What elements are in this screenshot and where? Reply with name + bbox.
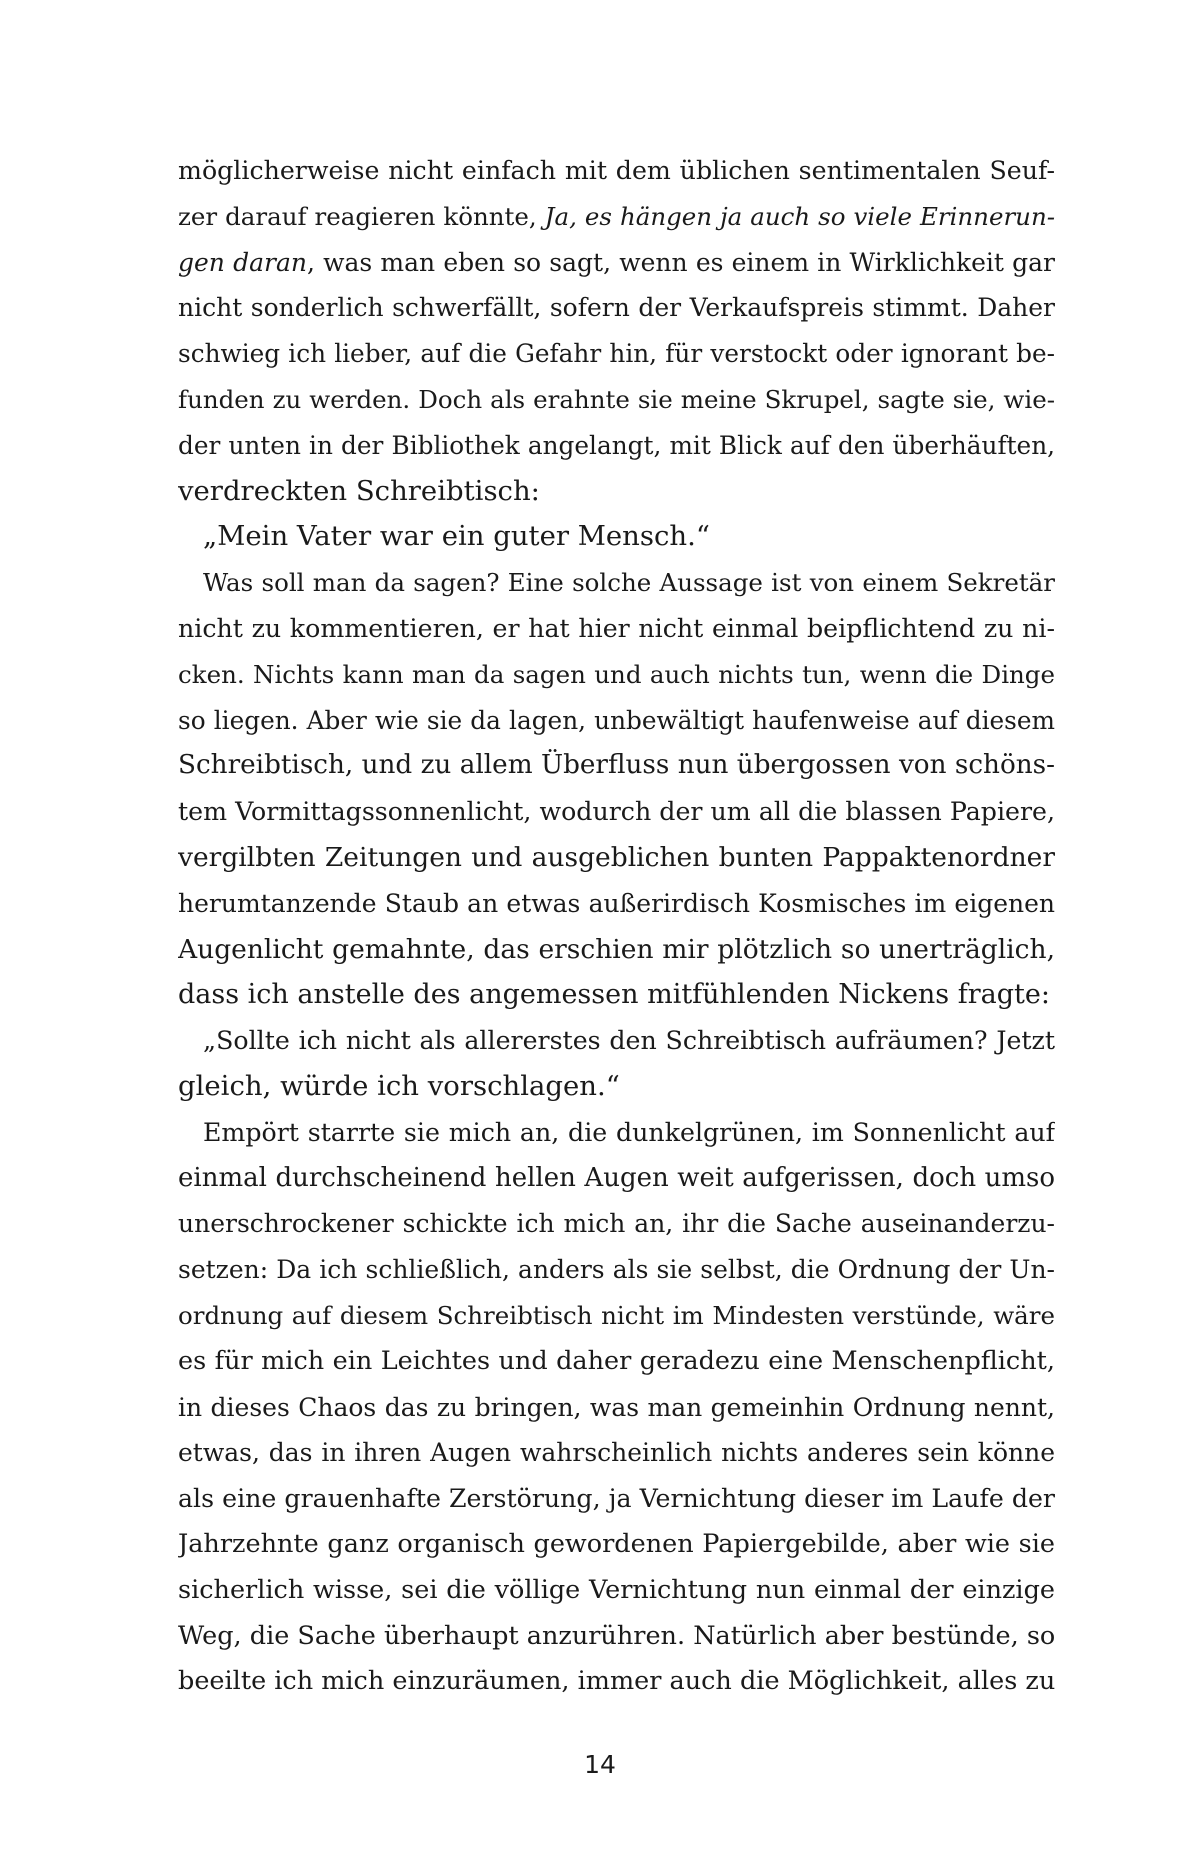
text-line: unerschrockener schickte ich mich an, ihr die Sache auseinanderzu- — [178, 1209, 1055, 1239]
text-line: cken. Nichts kann man da sagen und auch nichts tun, wenn die Dinge — [178, 659, 1055, 689]
text-line: Empört starrte sie mich an, die dunkelgrünen, im Sonnenlicht auf — [203, 1117, 1055, 1147]
text-line: ordnung auf diesem Schreibtisch nicht im Mindesten verstünde, wäre — [178, 1300, 1055, 1330]
text-line — [178, 240, 1055, 286]
text-line: möglicherweise nicht einfach mit dem üblichen sentimentalen Seuf- — [178, 156, 1055, 185]
text-line: Weg, die Sache überhaupt anzurühren. Natürlich aber bestünde, so — [178, 1620, 1055, 1651]
text-line: herumtanzende Staub an etwas außerirdisch Kosmisches im eigenen — [178, 888, 1055, 918]
italic-quote: gen daran — [178, 247, 307, 277]
text-line: Augenlicht gemahnte, das erschien mir plötzlich so unerträglich, — [178, 933, 1055, 965]
text-line: nicht sonderlich schwerfällt, sofern der Verkaufspreis stimmt. Daher — [178, 293, 1055, 323]
text-line: Jahrzehnte ganz organisch gewordenen Papiergebilde, aber wie sie — [178, 1528, 1055, 1559]
text-run: zer darauf reagieren könnte, — [178, 201, 545, 231]
text-line: Was soll man da sagen? Eine solche Aussage ist von einem Sekretär — [203, 568, 1055, 598]
text-line: sicherlich wisse, sei die völlige Vernichtung nun einmal der einzige — [178, 1574, 1055, 1605]
text-line: schwieg ich lieber, auf die Gefahr hin, für verstockt oder ignorant be- — [178, 339, 1055, 369]
text-line: „Mein Vater war ein guter Mensch.“ — [203, 520, 710, 553]
text-line: dass ich anstelle des angemessen mitfühlenden Nickens fragte: — [178, 979, 1050, 1011]
text-line: als eine grauenhafte Zerstörung, ja Vernichtung dieser im Laufe der — [178, 1484, 1055, 1514]
text-line: so liegen. Aber wie sie da lagen, unbewältigt haufenweise auf diesem — [178, 705, 1055, 735]
text-line: beeilte ich mich einzuräumen, immer auch die Möglichkeit, alles zu — [178, 1666, 1055, 1697]
text-line: verdreckten Schreibtisch: — [178, 474, 540, 507]
text-line: gleich, würde ich vorschlagen.“ — [178, 1069, 620, 1102]
text-line: Schreibtisch, und zu allem Überfluss nun übergossen von schöns- — [178, 750, 1055, 781]
text-run: , was man eben so sagt, wenn es einem in Wirklichkeit gar — [306, 247, 1055, 277]
text-line: tem Vormittagssonnenlicht, wodurch der um all die blassen Papiere, — [178, 797, 1055, 827]
text-line: nicht zu kommentieren, er hat hier nicht einmal beipflichtend zu ni- — [178, 613, 1055, 643]
text-line: funden zu werden. Doch als erahnte sie meine Skrupel, sagte sie, wie- — [178, 384, 1055, 414]
text-line — [178, 194, 1055, 240]
text-line: „Sollte ich nicht als allererstes den Schreibtisch aufräumen? Jetzt — [203, 1026, 1055, 1056]
text-line: der unten in der Bibliothek angelangt, mit Blick auf den überhäuften, — [178, 430, 1055, 460]
text-line: setzen: Da ich schließlich, anders als sie selbst, die Ordnung der Un- — [178, 1255, 1055, 1285]
italic-quote: Ja, es hängen ja auch so viele Erinnerun- — [544, 201, 1055, 231]
body-text — [178, 148, 1055, 1705]
text-line: in dieses Chaos das zu bringen, was man gemeinhin Ordnung nennt, — [178, 1392, 1055, 1422]
text-line: einmal durchscheinend hellen Augen weit aufgerissen, doch umso — [178, 1162, 1055, 1193]
text-line: es für mich ein Leichtes und daher geradezu eine Menschenpflicht, — [178, 1345, 1055, 1376]
text-line: etwas, das in ihren Augen wahrscheinlich nichts anderes sein könne — [178, 1438, 1055, 1468]
page-number: 14 — [584, 1750, 616, 1779]
text-line: vergilbten Zeitungen und ausgeblichen bunten Pappaktenordner — [178, 841, 1055, 873]
